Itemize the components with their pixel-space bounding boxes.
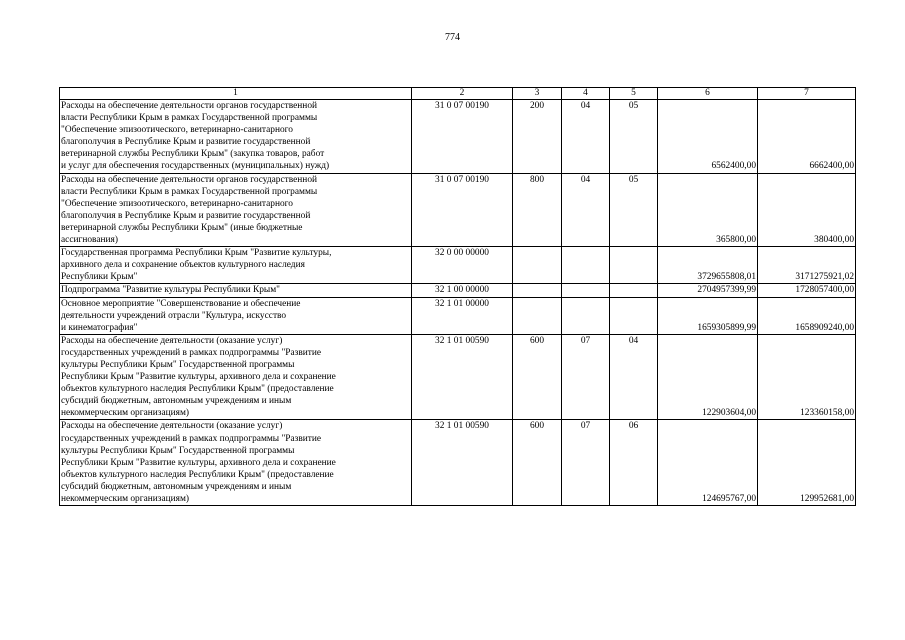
expense-name-line: Расходы на обеспечение деятельности органов государственной <box>61 101 318 111</box>
subsection-cell: 06 <box>610 420 658 506</box>
expense-name-line: Республики Крым "Развитие культуры, архивного дела и сохранение <box>61 372 336 383</box>
target-code-cell: 32 1 01 00590 <box>412 420 513 506</box>
expense-type-cell <box>513 297 562 334</box>
section-cell: 07 <box>562 420 610 506</box>
expense-name-line: объектов культурного наследия Республики Крым" (предоставление <box>61 384 334 395</box>
expense-name-cell <box>60 100 412 174</box>
subsection-cell: 05 <box>610 173 658 247</box>
expense-type-cell: 600 <box>513 334 562 420</box>
expense-name-line: некоммерческим организациям) <box>61 408 190 419</box>
expense-name-line: Подпрограмма "Развитие культуры Республики Крым" <box>61 285 280 296</box>
amount-year2-cell: 1728057400,00 <box>758 284 856 297</box>
amount-year1-cell: 6562400,00 <box>658 100 758 174</box>
table-row <box>60 334 856 420</box>
expense-name-line: и кинематография" <box>61 322 138 333</box>
expense-name-line: ветеринарной службы Республики Крым" (закупка товаров, работ <box>61 149 325 160</box>
table-row <box>60 420 856 506</box>
table-row <box>60 100 856 174</box>
subsection-cell <box>610 247 658 284</box>
header-cell: 1 <box>60 88 412 100</box>
expense-name-cell <box>60 420 412 506</box>
expense-name-line: Расходы на обеспечение деятельности (оказание услуг) <box>61 421 283 432</box>
expense-name-cell <box>60 297 412 334</box>
table-row <box>60 297 856 334</box>
expense-name-line: культуры Республики Крым" Государственной программы <box>61 359 295 370</box>
subsection-cell <box>610 284 658 297</box>
page-number: 774 <box>445 32 460 43</box>
amount-year1-cell: 124695767,00 <box>658 420 758 506</box>
expense-type-cell <box>513 284 562 297</box>
amount-year2-cell: 129952681,00 <box>758 420 856 506</box>
amount-year1-cell: 1659305899,99 <box>658 297 758 334</box>
amount-year2-cell: 3171275921,02 <box>758 247 856 284</box>
amount-year1-cell: 365800,00 <box>658 173 758 247</box>
expense-name-line: культуры Республики Крым" Государственной программы <box>61 445 295 456</box>
header-cell: 2 <box>412 88 513 100</box>
target-code-cell: 32 0 00 00000 <box>412 247 513 284</box>
target-code-cell: 32 1 01 00000 <box>412 297 513 334</box>
budget-table <box>59 87 856 506</box>
expense-name-line: государственных учреждений в рамках подпрограммы "Развитие <box>61 347 322 358</box>
section-cell: 04 <box>562 173 610 247</box>
expense-type-cell: 800 <box>513 173 562 247</box>
amount-year2-cell: 123360158,00 <box>758 334 856 420</box>
section-cell <box>562 284 610 297</box>
expense-name-cell <box>60 173 412 247</box>
expense-name-line: Государственная программа Республики Крым "Развитие культуры, <box>61 248 332 259</box>
section-cell <box>562 247 610 284</box>
expense-name-line: Основное мероприятие "Совершенствование и обеспечение <box>61 298 301 309</box>
amount-year1-cell: 122903604,00 <box>658 334 758 420</box>
expense-name-line: некоммерческим организациям) <box>61 494 190 504</box>
expense-name-line: деятельности учреждений отрасли "Культура, искусство <box>61 310 287 321</box>
expense-name-line: Республики Крым "Развитие культуры, архивного дела и сохранение <box>61 457 336 468</box>
target-code-cell: 31 0 07 00190 <box>412 100 513 174</box>
table-row <box>60 173 856 247</box>
expense-name-line: благополучия в Республике Крым и развитие государственной <box>61 137 311 148</box>
section-cell <box>562 297 610 334</box>
expense-name-line: ассигнования) <box>61 235 118 246</box>
expense-name-line: "Обеспечение эпизоотического, ветеринарно-санитарного <box>61 125 293 136</box>
amount-year2-cell: 6662400,00 <box>758 100 856 174</box>
table-row <box>60 284 856 297</box>
subsection-cell: 05 <box>610 100 658 174</box>
header-row <box>60 88 856 100</box>
target-code-cell: 31 0 07 00190 <box>412 173 513 247</box>
expense-name-line: власти Республики Крым в рамках Государственной программы <box>61 186 318 197</box>
expense-name-cell <box>60 284 412 297</box>
expense-type-cell: 200 <box>513 100 562 174</box>
amount-year1-cell: 2704957399,99 <box>658 284 758 297</box>
expense-name-line: государственных учреждений в рамках подпрограммы "Развитие <box>61 433 322 444</box>
amount-year2-cell: 1658909240,00 <box>758 297 856 334</box>
header-cell: 5 <box>610 88 658 100</box>
expense-name-line: Расходы на обеспечение деятельности органов государственной <box>61 174 318 185</box>
header-cell: 4 <box>562 88 610 100</box>
expense-name-line: "Обеспечение эпизоотического, ветеринарно-санитарного <box>61 198 293 209</box>
target-code-cell: 32 1 00 00000 <box>412 284 513 297</box>
section-cell: 04 <box>562 100 610 174</box>
expense-name-line: субсидий бюджетным, автономным учреждениям и иным <box>61 481 292 492</box>
expense-name-line: благополучия в Республике Крым и развитие государственной <box>61 210 311 221</box>
header-cell: 6 <box>658 88 758 100</box>
expense-name-cell <box>60 334 412 420</box>
expense-name-cell <box>60 247 412 284</box>
table-row <box>60 247 856 284</box>
section-cell: 07 <box>562 334 610 420</box>
expense-name-line: власти Республики Крым в рамках Государственной программы <box>61 113 318 124</box>
expense-name-line: архивного дела и сохранение объектов культурного наследия <box>61 260 305 271</box>
header-cell: 7 <box>758 88 856 100</box>
header-cell: 3 <box>513 88 562 100</box>
amount-year2-cell: 380400,00 <box>758 173 856 247</box>
amount-year1-cell: 3729655808,01 <box>658 247 758 284</box>
expense-name-line: Республики Крым" <box>61 272 138 283</box>
subsection-cell <box>610 297 658 334</box>
target-code-cell: 32 1 01 00590 <box>412 334 513 420</box>
expense-name-line: и услуг для обеспечения государственных (муниципальных) нужд) <box>61 161 330 172</box>
expense-name-line: ветеринарной службы Республики Крым" (иные бюджетные <box>61 222 303 233</box>
expense-name-line: объектов культурного наследия Республики Крым" (предоставление <box>61 469 334 480</box>
expense-name-line: Расходы на обеспечение деятельности (оказание услуг) <box>61 335 283 346</box>
expense-type-cell: 600 <box>513 420 562 506</box>
subsection-cell: 04 <box>610 334 658 420</box>
expense-type-cell <box>513 247 562 284</box>
expense-name-line: субсидий бюджетным, автономным учреждениям и иным <box>61 396 292 407</box>
